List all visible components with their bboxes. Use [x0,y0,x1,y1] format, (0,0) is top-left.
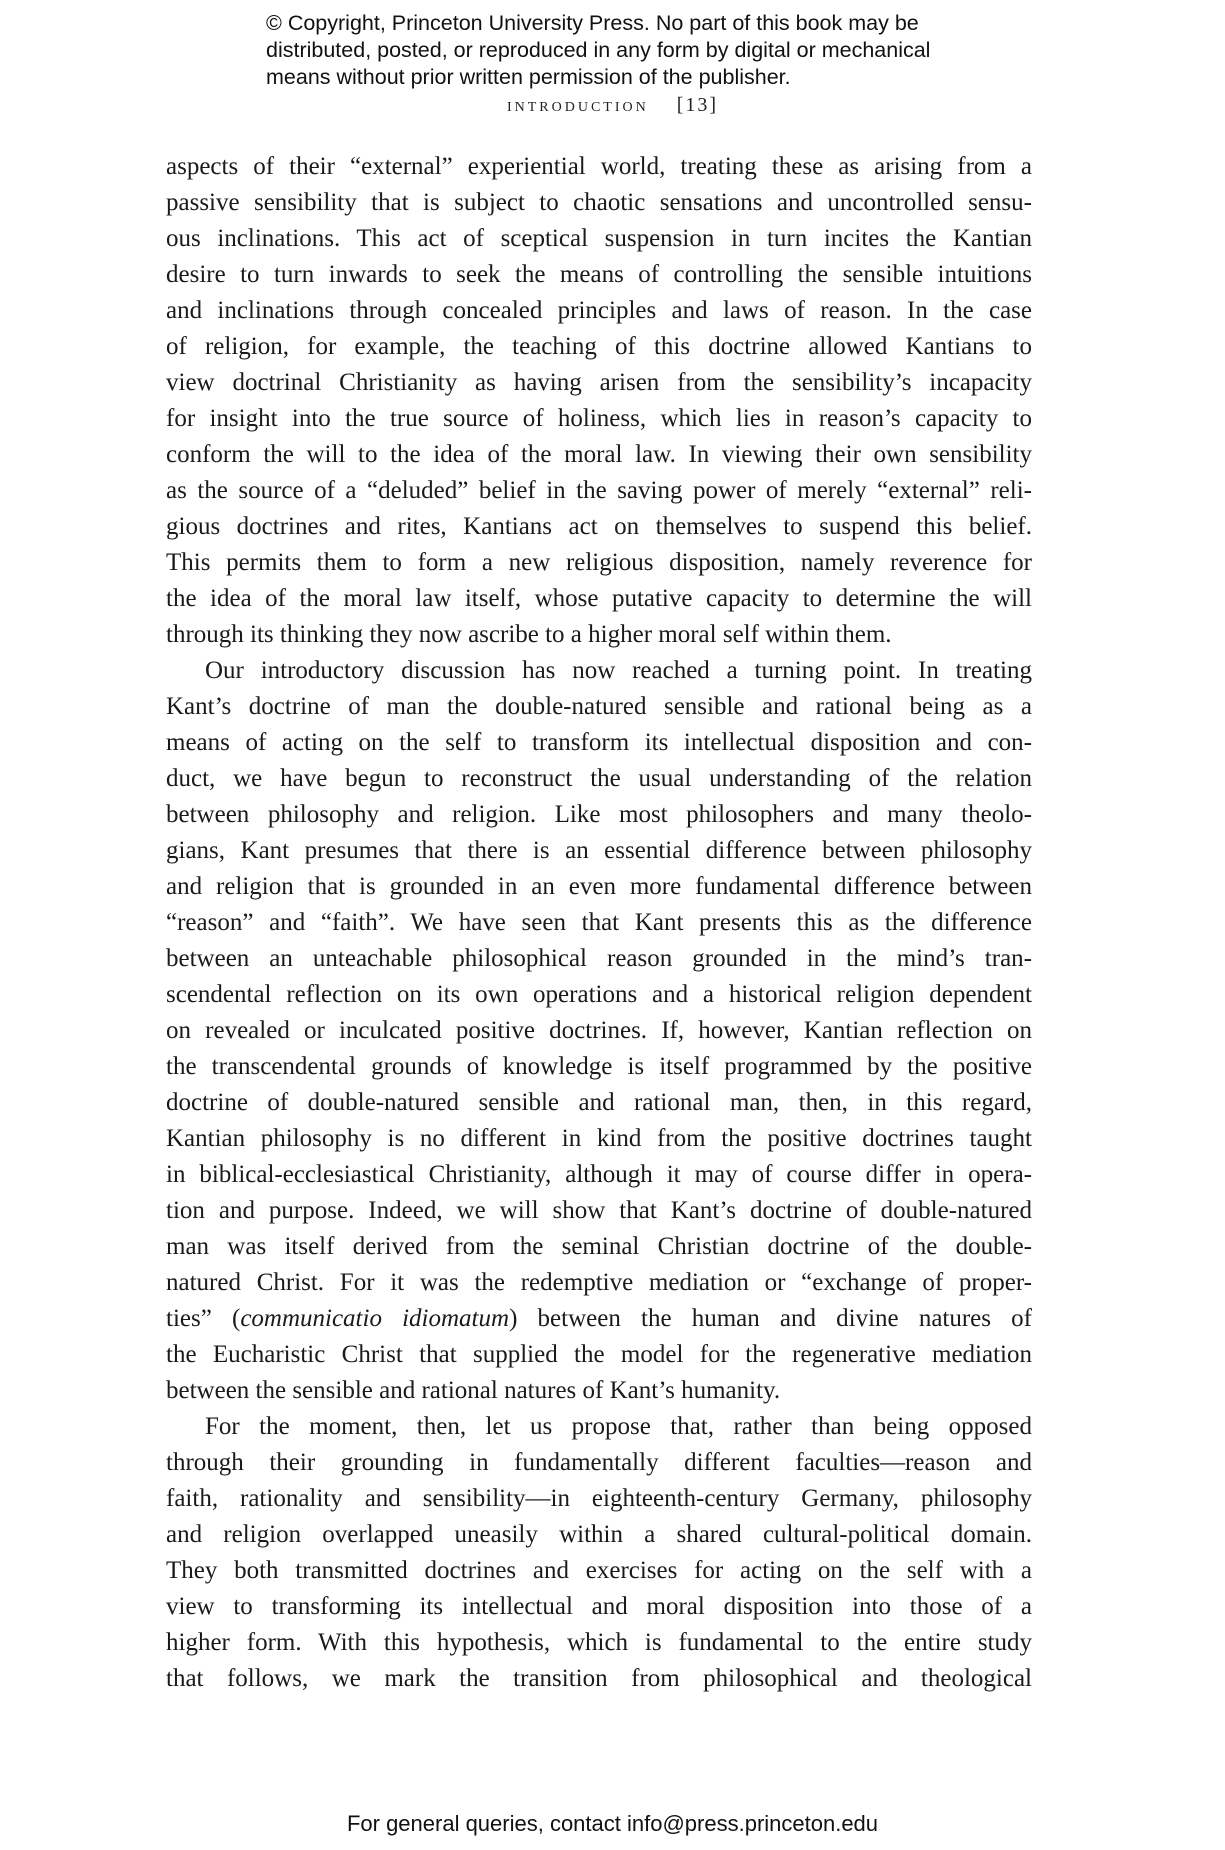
text-line: Kant’s doctrine of man the double-natured sensible and rational being as a [166,693,1032,720]
page-number: [13] [676,94,719,116]
text-line: They both transmitted doctrines and exercises for acting on the self with a [166,1557,1032,1584]
text-line: of religion, for example, the teaching of this doctrine allowed Kantians to [166,333,1032,360]
footer-contact: For general queries, contact info@press.princeton.edu [346,1811,879,1836]
text-line: as the source of a “deluded” belief in the saving power of merely “external” reli- [166,477,1032,504]
text-line: in biblical-ecclesiastical Christianity, although it may of course differ in opera- [166,1161,1032,1188]
text-line [166,1301,1032,1337]
text-line: means of acting on the self to transform its intellectual disposition and con- [166,729,1032,756]
text-line: the transcendental grounds of knowledge is itself programmed by the positive [166,1053,1032,1080]
text-line: the idea of the moral law itself, whose putative capacity to determine the will [166,585,1032,612]
text-line: natured Christ. For it was the redemptive mediation or “exchange of proper- [166,1269,1032,1296]
text-line: ous inclinations. This act of sceptical suspension in turn incites the Kantian [166,225,1032,252]
text-line: scendental reflection on its own operations and a historical religion dependent [166,981,1032,1008]
text-line: man was itself derived from the seminal Christian doctrine of the double- [166,1233,1032,1260]
text-line: between the sensible and rational natures of Kant’s humanity. [166,1377,781,1404]
text-line: view to transforming its intellectual and moral disposition into those of a [166,1593,1032,1620]
text-line: duct, we have begun to reconstruct the usual understanding of the relation [166,765,1032,792]
text-line: and religion that is grounded in an even more fundamental difference between [166,873,1032,900]
text-line: view doctrinal Christianity as having arisen from the sensibility’s incapacity [166,369,1032,396]
text-line: Our introductory discussion has now reached a turning point. In treating [205,657,1032,684]
text-line: for insight into the true source of holiness, which lies in reason’s capacity to [166,405,1032,432]
copyright-line: means without prior written permission of the publisher. [266,65,791,89]
text-line: This permits them to form a new religious disposition, namely reverence for [166,549,1032,576]
text-line: through its thinking they now ascribe to a higher moral self within them. [166,621,892,648]
italic-term: communicatio idiomatum [240,1305,510,1332]
running-head-section: introduction [506,94,649,116]
text-line: “reason” and “faith”. We have seen that Kant presents this as the difference [166,909,1032,936]
text-line: gians, Kant presumes that there is an essential difference between philosophy [166,837,1032,864]
text-line: For the moment, then, let us propose that, rather than being opposed [205,1413,1032,1440]
text-line: between philosophy and religion. Like most philosophers and many theolo- [166,801,1032,828]
text-line: aspects of their “external” experiential world, treating these as arising from a [166,153,1032,180]
text-fragment: ) between the human and divine natures of [509,1305,1032,1332]
text-line: conform the will to the idea of the moral law. In viewing their own sensibility [166,441,1032,468]
text-line: tion and purpose. Indeed, we will show that Kant’s doctrine of double-natured [166,1197,1032,1224]
text-line: on revealed or inculcated positive doctrines. If, however, Kantian reflection on [166,1017,1032,1044]
text-line: doctrine of double-natured sensible and rational man, then, in this regard, [166,1089,1032,1116]
text-line: and religion overlapped uneasily within a shared cultural-political domain. [166,1521,1032,1548]
copyright-line: distributed, posted, or reproduced in any form by digital or mechanical [266,38,931,62]
text-line: higher form. With this hypothesis, which is fundamental to the entire study [166,1629,1032,1656]
text-line: between an unteachable philosophical reason grounded in the mind’s tran- [166,945,1032,972]
text-line: faith, rationality and sensibility—in eighteenth-century Germany, philosophy [166,1485,1032,1512]
running-head [0,94,1225,117]
text-line: the Eucharistic Christ that supplied the model for the regenerative mediation [166,1341,1032,1368]
copyright-notice [266,10,986,91]
text-line: and inclinations through concealed principles and laws of reason. In the case [166,297,1032,324]
copyright-line: © Copyright, Princeton University Press. No part of this book may be [266,11,919,35]
text-line: gious doctrines and rites, Kantians act on themselves to suspend this belief. [166,513,1032,540]
text-line: desire to turn inwards to seek the means of controlling the sensible intuitions [166,261,1032,288]
text-line: through their grounding in fundamentally different faculties—reason and [166,1449,1032,1476]
body-text [166,149,1032,1697]
text-line: passive sensibility that is subject to chaotic sensations and uncontrolled sensu- [166,189,1032,216]
text-line: that follows, we mark the transition from philosophical and theological [166,1665,1032,1692]
text-fragment: ties” ( [166,1305,241,1332]
text-line: Kantian philosophy is no different in kind from the positive doctrines taught [166,1125,1032,1152]
